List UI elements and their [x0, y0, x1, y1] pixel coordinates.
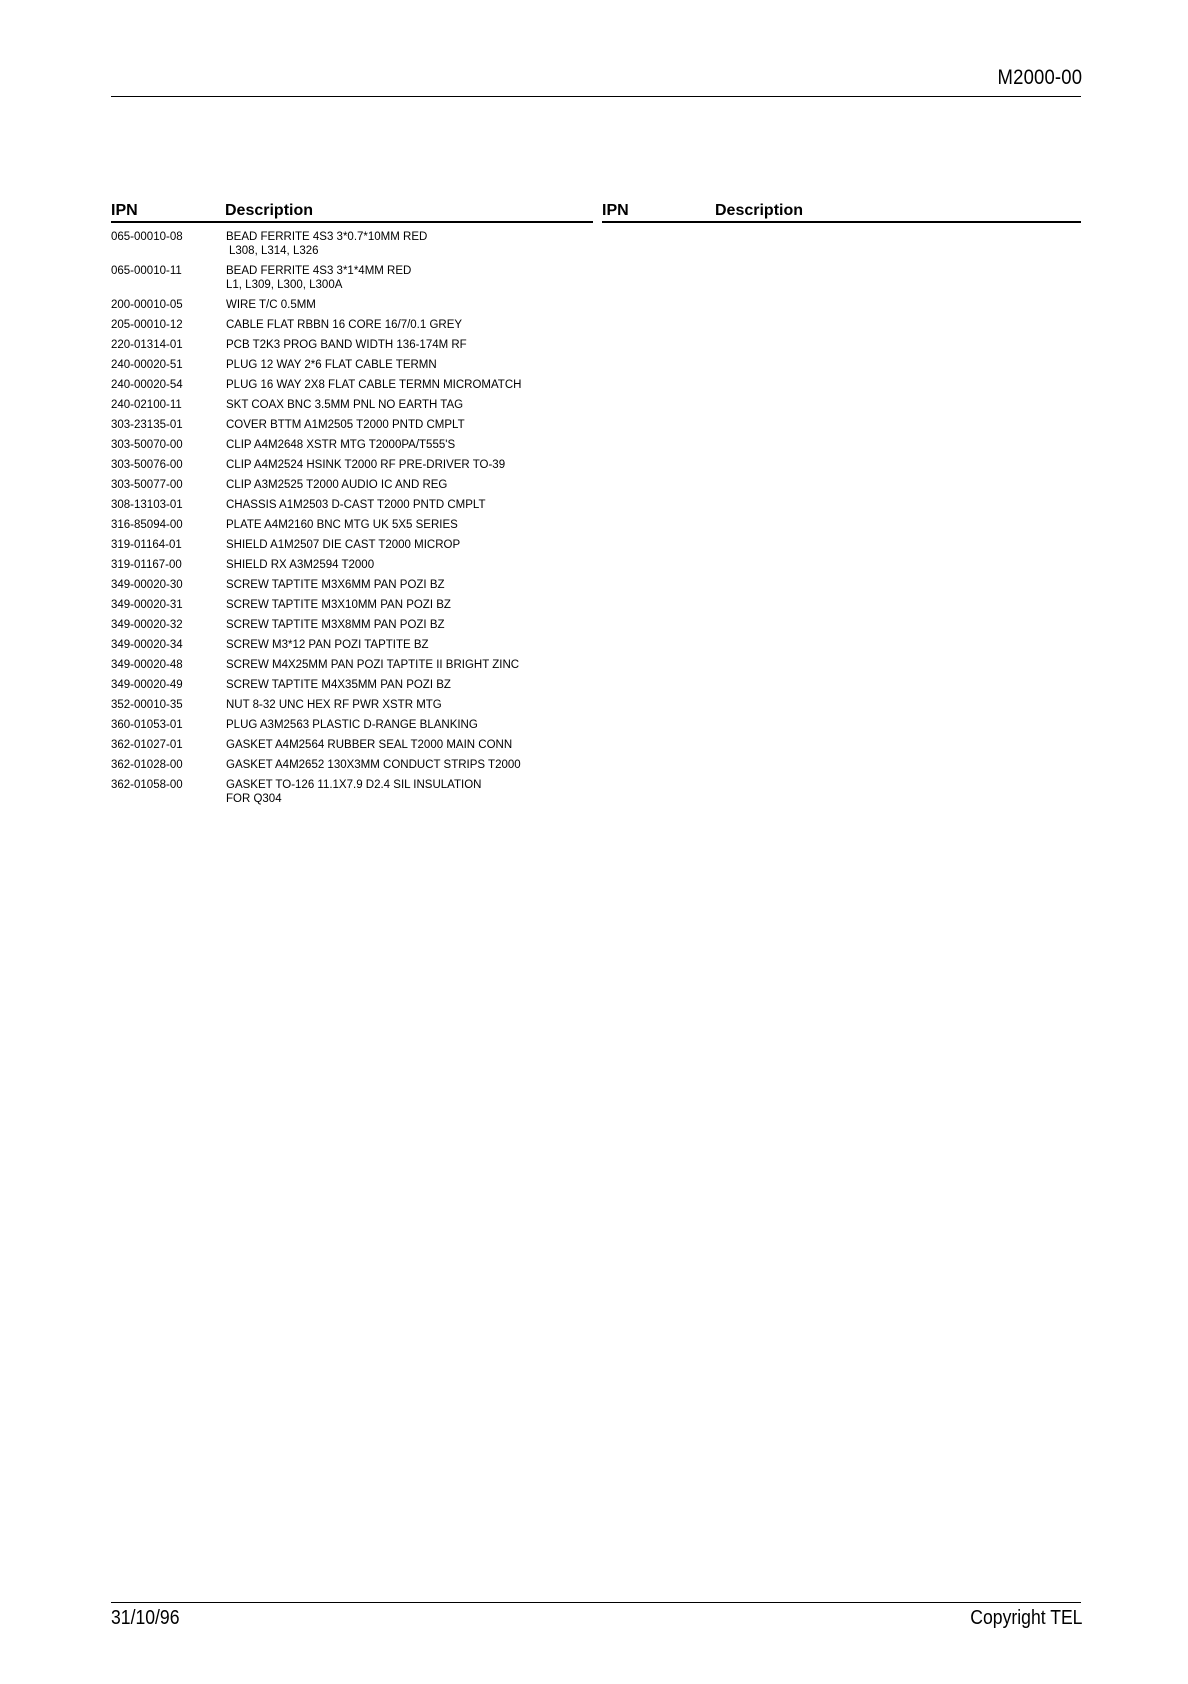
part-ipn: 240-02100-11 [111, 399, 182, 411]
part-ipn: 303-23135-01 [111, 419, 183, 431]
part-description-cell [226, 318, 601, 332]
table-row [111, 638, 601, 652]
part-description-cell [226, 458, 601, 472]
part-description: GASKET A4M2564 RUBBER SEAL T2000 MAIN CONN [226, 739, 513, 751]
part-ipn: 349-00020-34 [111, 639, 183, 651]
table-row [111, 718, 601, 732]
col-head-description-right: Description [715, 202, 804, 219]
table-row [111, 230, 601, 258]
part-description-cell [226, 518, 601, 532]
table-row [111, 498, 601, 512]
table-row [111, 518, 601, 532]
table-row [111, 658, 601, 672]
part-ipn: 349-00020-49 [111, 679, 183, 691]
part-description: SKT COAX BNC 3.5MM PNL NO EARTH TAG [226, 399, 464, 411]
part-description-cell [226, 578, 601, 592]
table-row [111, 338, 601, 352]
table-row [111, 698, 601, 712]
part-ipn: 352-00010-35 [111, 699, 183, 711]
part-description: SCREW M3*12 PAN POZI TAPTITE BZ [226, 639, 429, 651]
part-description: CHASSIS A1M2503 D-CAST T2000 PNTD CMPLT [226, 499, 486, 511]
table-row [111, 678, 601, 692]
table-row [111, 578, 601, 592]
part-description: BEAD FERRITE 4S3 3*0.7*10MM RED [226, 231, 428, 243]
part-ipn: 308-13103-01 [111, 499, 183, 511]
part-description: PLUG 12 WAY 2*6 FLAT CABLE TERMN [226, 359, 437, 371]
part-description: SCREW TAPTITE M3X6MM PAN POZI BZ [226, 579, 445, 591]
table-row [111, 738, 601, 752]
part-description: CABLE FLAT RBBN 16 CORE 16/7/0.1 GREY [226, 319, 463, 331]
part-ipn: 319-01164-01 [111, 539, 182, 551]
part-ipn: 240-00020-51 [111, 359, 183, 371]
table-row [111, 358, 601, 372]
part-description: PLUG 16 WAY 2X8 FLAT CABLE TERMN MICROMATCH [226, 379, 522, 391]
table-row [111, 618, 601, 632]
part-description-cell [226, 298, 601, 312]
part-ipn: 319-01167-00 [111, 559, 182, 571]
table-row [111, 318, 601, 332]
part-ipn: 065-00010-11 [111, 265, 182, 277]
part-ipn: 349-00020-48 [111, 659, 183, 671]
part-ipn: 065-00010-08 [111, 231, 183, 243]
table-row [111, 438, 601, 452]
part-description-cell [226, 758, 601, 772]
part-description-cell [226, 778, 601, 806]
part-ipn: 349-00020-31 [111, 599, 183, 611]
part-note: FOR Q304 [226, 793, 282, 805]
col-head-ipn-left: IPN [111, 202, 138, 219]
part-description: CLIP A4M2648 XSTR MTG T2000PA/T555'S [226, 439, 456, 451]
table-row [111, 264, 601, 292]
part-note: L308, L314, L326 [229, 245, 319, 257]
part-ipn: 240-00020-54 [111, 379, 183, 391]
footer-date: 31/10/96 [111, 1607, 180, 1629]
part-description: WIRE T/C 0.5MM [226, 299, 316, 311]
col-head-description-left: Description [225, 202, 314, 219]
doc-code: M2000-00 [997, 66, 1082, 89]
part-description-cell [226, 478, 601, 492]
part-ipn: 349-00020-30 [111, 579, 183, 591]
part-description-cell [226, 558, 601, 572]
part-description-cell [226, 398, 601, 412]
part-description: SHIELD A1M2507 DIE CAST T2000 MICROP [226, 539, 461, 551]
table-row [111, 778, 601, 806]
part-description: BEAD FERRITE 4S3 3*1*4MM RED [226, 265, 412, 277]
part-description: SHIELD RX A3M2594 T2000 [226, 559, 375, 571]
part-ipn: 349-00020-32 [111, 619, 183, 631]
footer-copyright: Copyright TEL [969, 1607, 1082, 1629]
part-description: CLIP A3M2525 T2000 AUDIO IC AND REG [226, 479, 448, 491]
table-row [111, 478, 601, 492]
header-rule [111, 96, 1081, 97]
part-description-cell [226, 418, 601, 432]
part-description: SCREW TAPTITE M4X35MM PAN POZI BZ [226, 679, 451, 691]
part-ipn: 220-01314-01 [111, 339, 183, 351]
part-description: GASKET A4M2652 130X3MM CONDUCT STRIPS T2000 [226, 759, 521, 771]
part-description-cell [226, 438, 601, 452]
part-ipn: 303-50077-00 [111, 479, 183, 491]
table-row [111, 458, 601, 472]
part-description-cell [226, 264, 601, 292]
part-description: SCREW TAPTITE M3X10MM PAN POZI BZ [226, 599, 451, 611]
part-ipn: 205-00010-12 [111, 319, 183, 331]
part-description: NUT 8-32 UNC HEX RF PWR XSTR MTG [226, 699, 442, 711]
column-head-rule-left [111, 221, 593, 223]
part-description: SCREW TAPTITE M3X8MM PAN POZI BZ [226, 619, 445, 631]
part-description-cell [226, 358, 601, 372]
part-description: PCB T2K3 PROG BAND WIDTH 136-174M RF [226, 339, 467, 351]
part-description: GASKET TO-126 11.1X7.9 D2.4 SIL INSULATION [226, 779, 482, 791]
part-ipn: 303-50070-00 [111, 439, 183, 451]
col-head-ipn-right: IPN [602, 202, 629, 219]
part-description-cell [226, 538, 601, 552]
table-row [111, 538, 601, 552]
part-note: L1, L309, L300, L300A [226, 279, 343, 291]
part-description-cell [226, 338, 601, 352]
part-ipn: 360-01053-01 [111, 719, 183, 731]
parts-list [111, 230, 601, 812]
part-description: COVER BTTM A1M2505 T2000 PNTD CMPLT [226, 419, 465, 431]
table-row [111, 418, 601, 432]
part-ipn: 362-01028-00 [111, 759, 183, 771]
part-description-cell [226, 678, 601, 692]
table-row [111, 378, 601, 392]
part-description-cell [226, 718, 601, 732]
part-description-cell [226, 498, 601, 512]
table-row [111, 758, 601, 772]
part-description: SCREW M4X25MM PAN POZI TAPTITE II BRIGHT ZINC [226, 659, 520, 671]
part-ipn: 362-01058-00 [111, 779, 183, 791]
part-description: CLIP A4M2524 HSINK T2000 RF PRE-DRIVER TO-39 [226, 459, 506, 471]
part-description: PLATE A4M2160 BNC MTG UK 5X5 SERIES [226, 519, 458, 531]
table-row [111, 298, 601, 312]
part-description-cell [226, 618, 601, 632]
part-ipn: 316-85094-00 [111, 519, 183, 531]
table-row [111, 598, 601, 612]
part-ipn: 303-50076-00 [111, 459, 183, 471]
part-description-cell [226, 378, 601, 392]
part-description-cell [226, 638, 601, 652]
part-description-cell [226, 658, 601, 672]
part-ipn: 362-01027-01 [111, 739, 183, 751]
part-ipn: 200-00010-05 [111, 299, 183, 311]
table-row [111, 398, 601, 412]
part-description-cell [226, 738, 601, 752]
table-row [111, 558, 601, 572]
part-description-cell [226, 230, 601, 258]
part-description-cell [226, 598, 601, 612]
footer-rule [111, 1602, 1081, 1603]
part-description-cell [226, 698, 601, 712]
column-head-rule-right [602, 221, 1081, 223]
part-description: PLUG A3M2563 PLASTIC D-RANGE BLANKING [226, 719, 478, 731]
